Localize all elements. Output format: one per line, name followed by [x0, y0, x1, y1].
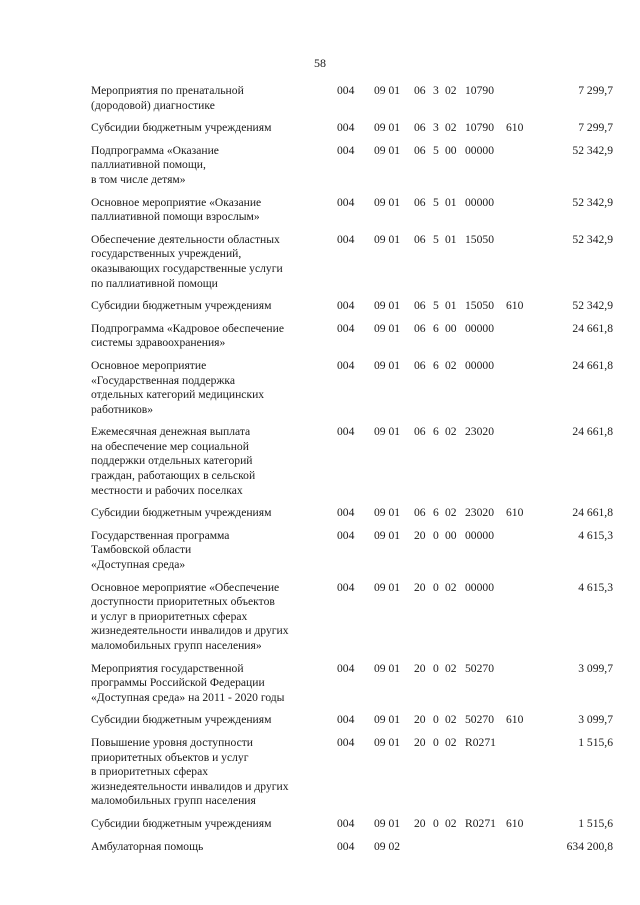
- program-code-cell: 20: [414, 580, 426, 594]
- expense-type-cell: [506, 84, 534, 121]
- main-activity-code-cell: 02: [445, 506, 457, 520]
- section-code-cell: 09 01: [374, 321, 401, 335]
- page-number: 58: [314, 56, 326, 70]
- program-code-cell: 20: [414, 735, 426, 749]
- table-row: [91, 736, 613, 817]
- program-code-cell: 06: [414, 121, 426, 135]
- item-name-line: паллиативной помощи взрослым»: [91, 210, 260, 224]
- item-name-line: Субсидии бюджетным учреждениям: [91, 121, 272, 135]
- item-name-line: Мероприятия по пренатальной: [91, 84, 244, 97]
- item-name-line: государственных учреждений,: [91, 247, 242, 261]
- item-name-line: «Доступная среда» на 2011 - 2020 годы: [91, 690, 285, 704]
- subprogram-code-cell: 3: [433, 121, 439, 135]
- program-code-cell: 20: [414, 713, 426, 727]
- subprogram-code-cell: 6: [433, 506, 439, 520]
- amount-cell: 24 661,8: [572, 425, 613, 439]
- amount-cell: 3 099,7: [578, 713, 613, 727]
- section-code-cell: 09 01: [374, 713, 401, 727]
- direction-code-cell: [465, 840, 506, 863]
- program-code-cell: [414, 840, 433, 863]
- table-row: [91, 144, 613, 196]
- program-code-cell: 20: [414, 816, 426, 830]
- item-name-line: жизнедеятельности инвалидов и других: [91, 779, 289, 793]
- item-name-cell: [91, 144, 337, 196]
- budget-table-body: [91, 84, 613, 862]
- item-name-cell: [91, 662, 337, 714]
- admin-code-cell: 004: [337, 84, 355, 97]
- item-name-line: Тамбовской области: [91, 543, 192, 557]
- item-name-line: работников»: [91, 402, 154, 416]
- item-name-line: и услуг в приоритетных сферах: [91, 609, 248, 623]
- amount-cell: 1 515,6: [578, 735, 613, 749]
- admin-code-cell: 004: [337, 195, 355, 209]
- direction-code-cell: 00000: [465, 528, 494, 542]
- direction-code-cell: 00000: [465, 195, 494, 209]
- expense-type-cell: 610: [506, 713, 524, 727]
- item-name-line: Субсидии бюджетным учреждениям: [91, 713, 272, 727]
- section-code-cell: 09 01: [374, 84, 401, 97]
- amount-cell: 52 342,9: [572, 143, 613, 157]
- subprogram-code-cell: 6: [433, 425, 439, 439]
- item-name-line: Мероприятия государственной: [91, 661, 244, 675]
- direction-code-cell: 23020: [465, 425, 494, 439]
- main-activity-code-cell: 02: [445, 816, 457, 830]
- amount-cell: 634 200,8: [566, 839, 613, 853]
- subprogram-code-cell: 6: [433, 358, 439, 372]
- main-activity-code-cell: 01: [445, 195, 457, 209]
- item-name-line: Субсидии бюджетным учреждениям: [91, 506, 272, 520]
- main-activity-code-cell: 02: [445, 713, 457, 727]
- item-name-line: поддержки отдельных категорий: [91, 454, 253, 468]
- subprogram-code-cell: 0: [433, 580, 439, 594]
- admin-code-cell: 004: [337, 143, 355, 157]
- item-name-line: жизнедеятельности инвалидов и других: [91, 624, 289, 638]
- direction-code-cell: 15050: [465, 299, 494, 313]
- admin-code-cell: 004: [337, 816, 355, 830]
- program-code-cell: 06: [414, 299, 426, 313]
- item-name-line: Подпрограмма «Кадровое обеспечение: [91, 321, 284, 335]
- main-activity-code-cell: 02: [445, 84, 457, 97]
- direction-code-cell: 50270: [465, 713, 494, 727]
- direction-code-cell: 10790: [465, 121, 494, 135]
- item-name-line: доступности приоритетных объектов: [91, 595, 275, 609]
- table-row: [91, 196, 613, 233]
- item-name-line: на обеспечение мер социальной: [91, 439, 249, 453]
- amount-cell: 24 661,8: [572, 321, 613, 335]
- table-row: [91, 299, 613, 322]
- main-activity-code-cell: 00: [445, 528, 457, 542]
- item-name-line: оказывающих государственные услуги: [91, 261, 283, 275]
- item-name-line: приоритетных объектов и услуг: [91, 750, 249, 764]
- program-code-cell: 06: [414, 321, 426, 335]
- direction-code-cell: 00000: [465, 321, 494, 335]
- program-code-cell: 06: [414, 425, 426, 439]
- table-row: [91, 425, 613, 506]
- item-name-cell: [91, 299, 337, 322]
- subprogram-code-cell: 6: [433, 321, 439, 335]
- main-activity-code-cell: 02: [445, 425, 457, 439]
- main-activity-code-cell: 01: [445, 299, 457, 313]
- amount-cell: 52 342,9: [572, 195, 613, 209]
- expense-type-cell: 610: [506, 121, 524, 135]
- direction-code-cell: 00000: [465, 580, 494, 594]
- item-name-line: Субсидии бюджетным учреждениям: [91, 299, 272, 313]
- item-name-line: паллиативной помощи,: [91, 158, 206, 172]
- section-code-cell: 09 01: [374, 816, 401, 830]
- item-name-cell: [91, 817, 337, 840]
- table-row: [91, 322, 613, 359]
- section-code-cell: 09 02: [374, 839, 401, 853]
- table-row: [91, 506, 613, 529]
- section-code-cell: 09 01: [374, 425, 401, 439]
- expense-type-cell: [506, 233, 534, 299]
- expense-type-cell: [506, 662, 534, 714]
- item-name-cell: [91, 529, 337, 581]
- section-code-cell: 09 01: [374, 143, 401, 157]
- section-code-cell: 09 01: [374, 528, 401, 542]
- amount-cell: 4 615,3: [578, 580, 613, 594]
- amount-cell: 52 342,9: [572, 299, 613, 313]
- main-activity-code-cell: 01: [445, 232, 457, 246]
- table-row: [91, 662, 613, 714]
- section-code-cell: 09 01: [374, 735, 401, 749]
- item-name-line: «Доступная среда»: [91, 558, 186, 572]
- program-code-cell: 06: [414, 84, 426, 97]
- program-code-cell: 06: [414, 358, 426, 372]
- main-activity-code-cell: [445, 840, 465, 863]
- item-name-line: Субсидии бюджетным учреждениям: [91, 816, 272, 830]
- item-name-line: отдельных категорий медицинских: [91, 388, 265, 402]
- table-row: [91, 817, 613, 840]
- section-code-cell: 09 01: [374, 121, 401, 135]
- expense-type-cell: [506, 359, 534, 425]
- section-code-cell: 09 01: [374, 299, 401, 313]
- main-activity-code-cell: 02: [445, 735, 457, 749]
- amount-cell: 24 661,8: [572, 358, 613, 372]
- item-name-line: системы здравоохранения»: [91, 336, 226, 350]
- item-name-line: Ежемесячная денежная выплата: [91, 425, 251, 439]
- direction-code-cell: 00000: [465, 143, 494, 157]
- expense-type-cell: [506, 425, 534, 506]
- item-name-cell: [91, 736, 337, 817]
- item-name-cell: [91, 322, 337, 359]
- section-code-cell: 09 01: [374, 661, 401, 675]
- amount-cell: 7 299,7: [578, 84, 613, 97]
- item-name-cell: [91, 196, 337, 233]
- program-code-cell: 20: [414, 661, 426, 675]
- program-code-cell: 06: [414, 195, 426, 209]
- expense-type-cell: [506, 736, 534, 817]
- table-row: [91, 840, 613, 863]
- item-name-cell: [91, 233, 337, 299]
- program-code-cell: 06: [414, 143, 426, 157]
- item-name-line: программы Российской Федерации: [91, 676, 265, 690]
- admin-code-cell: 004: [337, 528, 355, 542]
- item-name-line: Подпрограмма «Оказание: [91, 143, 219, 157]
- main-activity-code-cell: 02: [445, 358, 457, 372]
- item-name-cell: [91, 581, 337, 662]
- direction-code-cell: 15050: [465, 232, 494, 246]
- item-name-line: Основное мероприятие: [91, 358, 207, 372]
- main-activity-code-cell: 02: [445, 121, 457, 135]
- direction-code-cell: 10790: [465, 84, 494, 97]
- admin-code-cell: 004: [337, 121, 355, 135]
- subprogram-code-cell: 0: [433, 735, 439, 749]
- subprogram-code-cell: 3: [433, 84, 439, 97]
- main-activity-code-cell: 02: [445, 661, 457, 675]
- expense-type-cell: 610: [506, 506, 524, 520]
- item-name-line: Амбулаторная помощь: [91, 839, 204, 853]
- item-name-line: Государственная программа: [91, 528, 230, 542]
- admin-code-cell: 004: [337, 735, 355, 749]
- amount-cell: 3 099,7: [578, 661, 613, 675]
- amount-cell: 4 615,3: [578, 528, 613, 542]
- item-name-cell: [91, 121, 337, 144]
- main-activity-code-cell: 00: [445, 143, 457, 157]
- item-name-cell: [91, 840, 337, 863]
- subprogram-code-cell: [433, 840, 445, 863]
- item-name-cell: [91, 84, 337, 121]
- item-name-line: маломобильных групп населения»: [91, 639, 262, 652]
- section-code-cell: 09 01: [374, 232, 401, 246]
- expense-type-cell: 610: [506, 299, 524, 313]
- expense-type-cell: [506, 144, 534, 196]
- subprogram-code-cell: 0: [433, 816, 439, 830]
- item-name-line: (дородовой) диагностике: [91, 98, 215, 112]
- item-name-cell: [91, 359, 337, 425]
- subprogram-code-cell: 0: [433, 528, 439, 542]
- program-code-cell: 06: [414, 506, 426, 520]
- item-name-line: Обеспечение деятельности областных: [91, 232, 280, 246]
- amount-cell: 1 515,6: [578, 816, 613, 830]
- item-name-line: Основное мероприятие «Обеспечение: [91, 580, 280, 594]
- amount-cell: 24 661,8: [572, 506, 613, 520]
- table-row: [91, 121, 613, 144]
- admin-code-cell: 004: [337, 425, 355, 439]
- item-name-line: Основное мероприятие «Оказание: [91, 195, 262, 209]
- table-row: [91, 359, 613, 425]
- item-name-line: граждан, работающих в сельской: [91, 469, 256, 483]
- amount-cell: 7 299,7: [578, 121, 613, 135]
- expense-type-cell: [506, 529, 534, 581]
- subprogram-code-cell: 0: [433, 661, 439, 675]
- item-name-line: в приоритетных сферах: [91, 765, 209, 779]
- expense-type-cell: [506, 840, 534, 863]
- subprogram-code-cell: 5: [433, 299, 439, 313]
- section-code-cell: 09 01: [374, 195, 401, 209]
- item-name-line: по паллиативной помощи: [91, 276, 218, 290]
- admin-code-cell: 004: [337, 661, 355, 675]
- item-name-line: «Государственная поддержка: [91, 373, 236, 387]
- subprogram-code-cell: 5: [433, 143, 439, 157]
- item-name-cell: [91, 425, 337, 506]
- expense-type-cell: [506, 322, 534, 359]
- table-row: [91, 713, 613, 736]
- budget-table: [91, 84, 613, 862]
- table-row: [91, 529, 613, 581]
- admin-code-cell: 004: [337, 358, 355, 372]
- section-code-cell: 09 01: [374, 580, 401, 594]
- direction-code-cell: 00000: [465, 358, 494, 372]
- item-name-line: в том числе детям»: [91, 172, 186, 186]
- subprogram-code-cell: 5: [433, 232, 439, 246]
- admin-code-cell: 004: [337, 299, 355, 313]
- direction-code-cell: 50270: [465, 661, 494, 675]
- admin-code-cell: 004: [337, 580, 355, 594]
- expense-type-cell: 610: [506, 816, 524, 830]
- admin-code-cell: 004: [337, 232, 355, 246]
- section-code-cell: 09 01: [374, 358, 401, 372]
- direction-code-cell: R0271: [465, 816, 496, 830]
- expense-type-cell: [506, 196, 534, 233]
- item-name-cell: [91, 506, 337, 529]
- subprogram-code-cell: 5: [433, 195, 439, 209]
- admin-code-cell: 004: [337, 839, 355, 853]
- item-name-cell: [91, 713, 337, 736]
- expense-type-cell: [506, 581, 534, 662]
- amount-cell: 52 342,9: [572, 232, 613, 246]
- program-code-cell: 06: [414, 232, 426, 246]
- program-code-cell: 20: [414, 528, 426, 542]
- item-name-line: Повышение уровня доступности: [91, 735, 254, 749]
- item-name-line: местности и рабочих поселках: [91, 483, 243, 497]
- main-activity-code-cell: 02: [445, 580, 457, 594]
- admin-code-cell: 004: [337, 321, 355, 335]
- admin-code-cell: 004: [337, 506, 355, 520]
- table-row: [91, 581, 613, 662]
- table-row: [91, 233, 613, 299]
- subprogram-code-cell: 0: [433, 713, 439, 727]
- admin-code-cell: 004: [337, 713, 355, 727]
- table-row: [91, 84, 613, 121]
- main-activity-code-cell: 00: [445, 321, 457, 335]
- direction-code-cell: 23020: [465, 506, 494, 520]
- direction-code-cell: R0271: [465, 735, 496, 749]
- item-name-line: маломобильных групп населения: [91, 794, 256, 808]
- section-code-cell: 09 01: [374, 506, 401, 520]
